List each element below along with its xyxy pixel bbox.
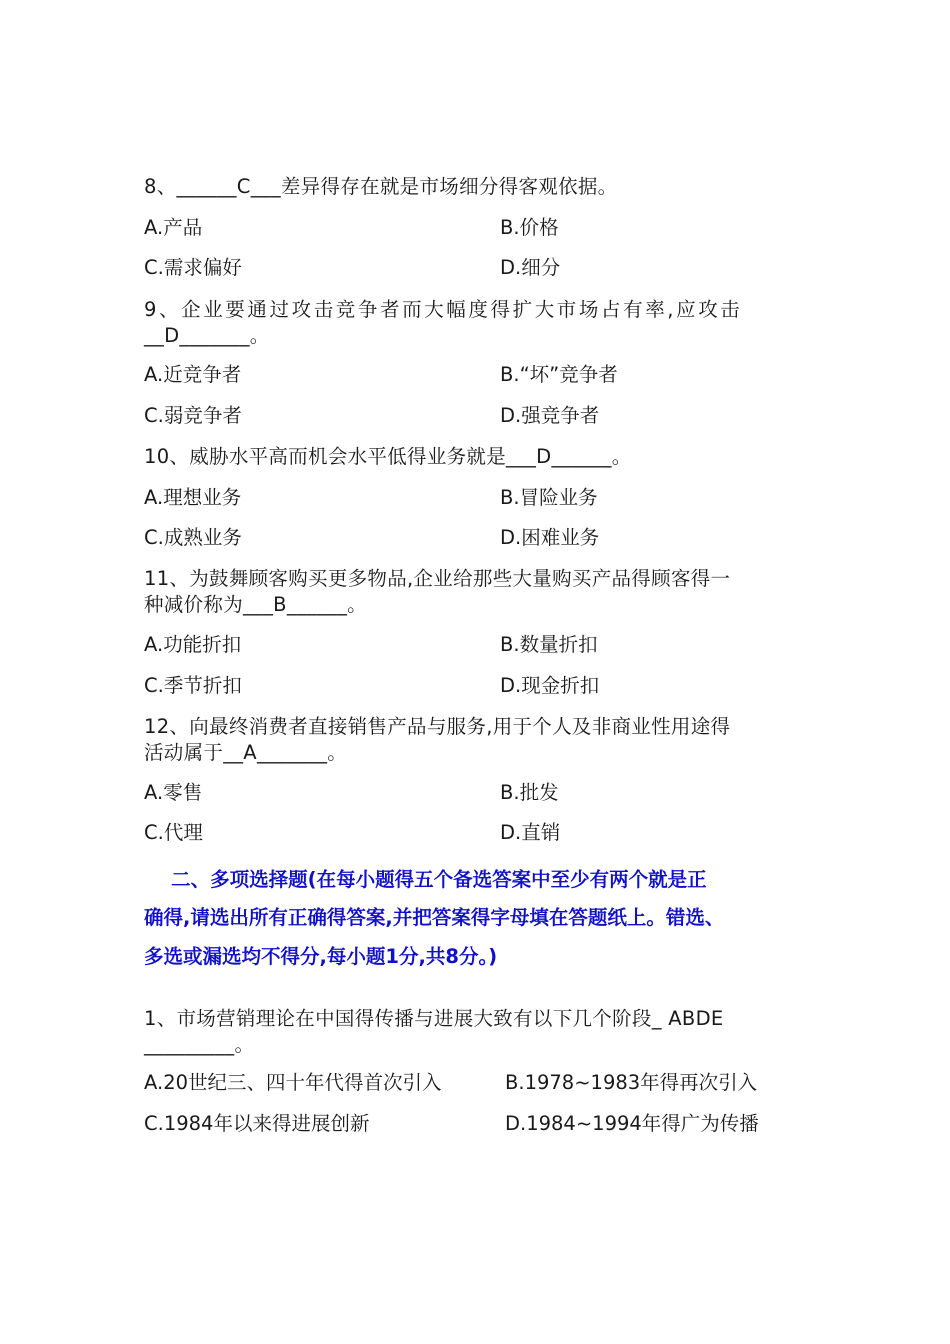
- question-12-stem-line2: 活动属于__A_______。: [144, 741, 348, 764]
- question-10-option-c: C.成熟业务: [144, 526, 242, 549]
- question-11-option-b: B.数量折扣: [500, 633, 598, 656]
- question-8-option-b: B.价格: [500, 216, 559, 239]
- question-11-stem-line2: 种减价称为___B______。: [144, 593, 367, 616]
- question-12-option-b: B.批发: [500, 781, 559, 804]
- question-10-option-d: D.困难业务: [500, 526, 600, 549]
- multi-question-1-stem-line1: 1、市场营销理论在中国得传播与进展大致有以下几个阶段_ ABDE: [144, 1007, 724, 1030]
- question-11-option-a: A.功能折扣: [144, 633, 242, 656]
- question-11-stem-line1: 11、为鼓舞顾客购买更多物品,企业给那些大量购买产品得顾客得一: [144, 567, 731, 590]
- multi-question-1-option-a: A.20世纪三、四十年代得首次引入: [144, 1071, 442, 1094]
- question-9-option-c: C.弱竞争者: [144, 404, 242, 427]
- section-2-heading-line3: 多选或漏选均不得分,每小题1分,共8分。): [144, 945, 498, 968]
- question-11-option-d: D.现金折扣: [500, 674, 600, 697]
- question-11-option-c: C.季节折扣: [144, 674, 242, 697]
- multi-question-1-stem-line2: _________。: [144, 1033, 255, 1056]
- question-10-option-a: A.理想业务: [144, 486, 242, 509]
- question-9-option-d: D.强竞争者: [500, 404, 600, 427]
- section-2-heading-line2: 确得,请选出所有正确得答案,并把答案得字母填在答题纸上。错选、: [144, 906, 725, 929]
- question-12-option-d: D.直销: [500, 821, 561, 844]
- question-10-option-b: B.冒险业务: [500, 486, 598, 509]
- multi-question-1-option-d: D.1984~1994年得广为传播: [505, 1112, 759, 1135]
- question-12-option-c: C.代理: [144, 821, 203, 844]
- question-8-option-c: C.需求偏好: [144, 256, 242, 279]
- question-8-option-a: A.产品: [144, 216, 203, 239]
- multi-question-1-option-b: B.1978~1983年得再次引入: [505, 1071, 758, 1094]
- question-12-option-a: A.零售: [144, 781, 203, 804]
- question-9-stem-line1: 9、企业要通过攻击竞争者而大幅度得扩大市场占有率,应攻击: [144, 298, 743, 321]
- question-8-stem: 8、______C___差异得存在就是市场细分得客观依据。: [144, 175, 618, 198]
- multi-question-1-option-c: C.1984年以来得进展创新: [144, 1112, 370, 1135]
- question-10-stem: 10、威胁水平高而机会水平低得业务就是___D______。: [144, 445, 632, 468]
- question-9-option-b: B.“坏”竞争者: [500, 363, 618, 386]
- question-8-option-d: D.细分: [500, 256, 561, 279]
- question-9-stem-line2: __D_______。: [144, 324, 270, 347]
- question-12-stem-line1: 12、向最终消费者直接销售产品与服务,用于个人及非商业性用途得: [144, 715, 731, 738]
- section-2-heading-line1: 二、多项选择题(在每小题得五个备选答案中至少有两个就是正: [144, 868, 707, 891]
- question-9-option-a: A.近竞争者: [144, 363, 242, 386]
